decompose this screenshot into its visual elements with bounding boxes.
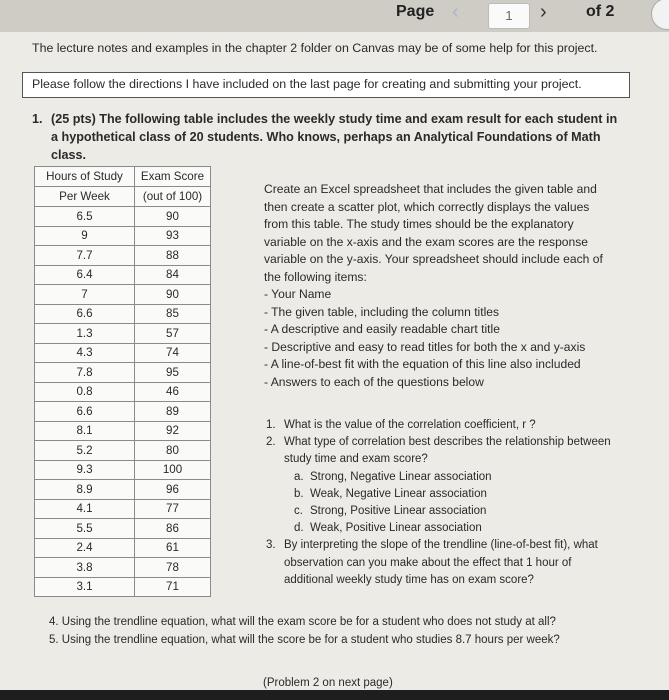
problem-number: 1. [32,112,43,126]
score-cell: 95 [135,363,211,383]
table-row [35,246,211,266]
document-page [0,32,669,700]
next-page-note: (Problem 2 on next page) [263,677,393,689]
intro-text: The lecture notes and examples in the chapter 2 folder on Canvas may be of some help for this project. [32,41,598,55]
hours-cell: 4.3 [35,343,135,363]
question-number: 3. [266,539,276,552]
table-row [35,538,211,558]
score-cell: 90 [135,285,211,305]
table-row [35,460,211,480]
hours-cell: 3.8 [35,558,135,578]
instruction-item: - The given table, including the column titles [264,304,500,319]
score-cell: 80 [135,441,211,461]
hours-cell: 2.4 [35,538,135,558]
choice-letter: c. [294,505,303,518]
table-row [35,480,211,500]
table-row [35,499,211,519]
question-5: 5. Using the trendline equation, what will the score be for a student who studies 8.7 hours per week? [49,633,560,646]
hours-cell: 8.9 [35,480,135,500]
question-number: 1. [266,419,276,431]
score-cell: 100 [135,460,211,480]
score-cell: 78 [135,558,211,578]
instructions [264,181,614,391]
score-cell: 96 [135,480,211,500]
score-cell: 92 [135,421,211,441]
instruction-item: - Descriptive and easy to read titles for both the x and y-axis [264,339,586,354]
table-row [35,363,211,383]
question-number: 2. [266,436,276,449]
choice-letter: d. [294,522,304,535]
next-page-chevron-icon[interactable]: › [540,1,547,23]
table-row [35,207,211,227]
table-row [35,304,211,324]
score-cell: 57 [135,324,211,344]
hours-cell: 5.5 [35,519,135,539]
col-score-header: Exam Score [135,167,211,187]
hours-cell: 5.2 [35,441,135,461]
question-2 [266,434,616,468]
question-3 [266,537,616,589]
score-cell: 46 [135,382,211,402]
pdf-toolbar [0,0,669,32]
trendline-questions [49,614,560,649]
hours-cell: 6.6 [35,304,135,324]
problem-statement [32,110,622,164]
choice-c [294,503,616,520]
notice-text: Please follow the directions I have included on the last page for creating and submitting your project. [32,77,582,91]
edge-button-partial[interactable] [651,0,669,30]
score-cell: 90 [135,207,211,227]
score-cell: 74 [135,343,211,363]
hours-cell: 9.3 [35,460,135,480]
choice-text: Weak, Negative Linear association [310,487,487,500]
score-cell: 84 [135,265,211,285]
hours-cell: 8.1 [35,421,135,441]
hours-cell: 1.3 [35,324,135,344]
score-cell: 85 [135,304,211,324]
instructions-paragraph: Create an Excel spreadsheet that includes the given table and then create a scatter plot, which correctly displays the values from this table. The study times should be the explanatory variable on the x-axis and the exam scores are the response variable on the y-axis. Your spreadsheet should include each of the following items: [264,182,603,284]
hours-cell: 4.1 [35,499,135,519]
instruction-item: - A line-of-best fit with the equation of this line also included [264,357,581,371]
page-number-input[interactable]: 1 [488,3,530,29]
col-hours-header: Hours of Study [35,167,135,187]
table-row [35,324,211,344]
choice-b [294,486,616,503]
hours-cell: 7.8 [35,363,135,383]
choice-text: Strong, Positive Linear association [310,505,487,518]
hours-cell: 6.5 [35,207,135,227]
table-row [35,285,211,305]
question-text: By interpreting the slope of the trendline (line-of-best fit), what observation can you make about the effect that 1 hour of additional weekly study time has on exam score? [284,539,598,586]
instruction-item: - Answers to each of the questions below [264,374,484,389]
instruction-item: - A descriptive and easily readable chart title [264,322,500,336]
hours-cell: 6.6 [35,402,135,422]
score-cell: 77 [135,499,211,519]
page-total-label: of 2 [586,3,615,20]
question-1 [266,417,616,434]
instruction-item: - Your Name [264,287,332,301]
table-row [35,421,211,441]
hours-cell: 7.7 [35,246,135,266]
choice-d [294,520,616,537]
hours-cell: 7 [35,285,135,305]
answer-choices [266,469,616,538]
score-cell: 89 [135,402,211,422]
hours-cell: 9 [35,226,135,246]
table-row [35,402,211,422]
choice-a [294,469,616,486]
choice-text: Strong, Negative Linear association [310,470,492,483]
bottom-bar [0,690,669,700]
score-cell: 88 [135,246,211,266]
question-4: 4. Using the trendline equation, what will the exam score be for a student who does not study at all? [49,616,556,628]
table-row [35,382,211,402]
table-row [35,343,211,363]
hours-cell: 3.1 [35,577,135,597]
previous-page-chevron-icon[interactable]: ‹ [452,1,459,23]
hours-cell: 6.4 [35,265,135,285]
score-cell: 86 [135,519,211,539]
table-row [35,226,211,246]
questions-list [266,417,616,589]
table-row [35,265,211,285]
col-score-subheader: (out of 100) [135,187,211,207]
table-row [35,441,211,461]
table-row [35,519,211,539]
table-row [35,577,211,597]
score-cell: 71 [135,577,211,597]
choice-text: Weak, Positive Linear association [310,522,482,535]
score-cell: 61 [135,538,211,558]
question-text: What type of correlation best describes the relationship between study time and exam score? [284,436,611,466]
col-hours-subheader: Per Week [35,187,135,207]
page-label: Page [396,3,435,20]
question-text: What is the value of the correlation coefficient, r ? [284,419,536,431]
choice-letter: b. [294,487,304,500]
choice-letter: a. [294,470,304,483]
notice-box [22,72,630,98]
study-data-table [34,166,211,597]
score-cell: 93 [135,226,211,246]
table-row [35,558,211,578]
problem-text: (25 pts) The following table includes the weekly study time and exam result for each student in a hypothetical class of 20 students. Who knows, perhaps an Analytical Foundations of Math class. [51,112,618,162]
hours-cell: 0.8 [35,382,135,402]
